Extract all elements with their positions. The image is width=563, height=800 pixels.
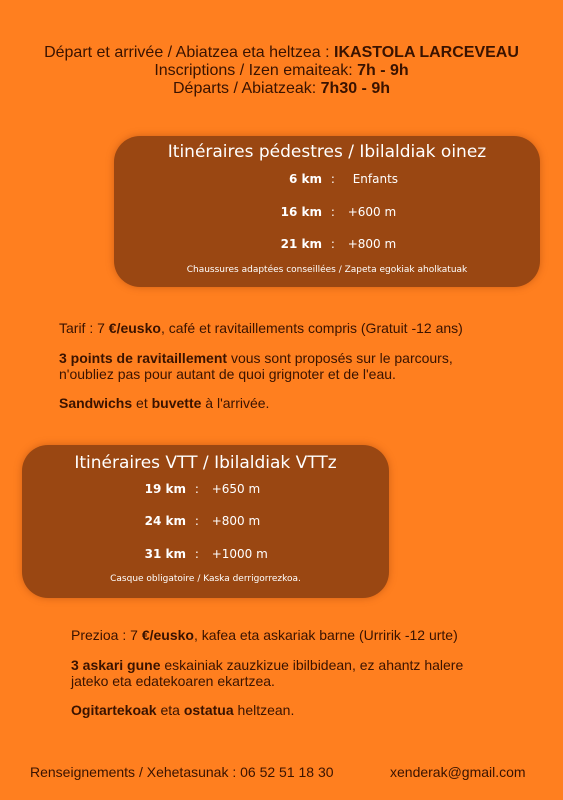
vtt-price: Prezioa : 7 €/eusko, kafea eta askariak barne (Urririk -12 urte) <box>71 627 458 643</box>
vtt-route-row: 24 km : +800 m <box>144 514 261 528</box>
walking-shoes-note: Chaussures adaptées conseillées / Zapeta egokiak aholkatuak <box>186 265 468 275</box>
walking-routes-title: Itinéraires pédestres / Ibilaldiak oinez <box>167 142 487 162</box>
event-header <box>0 44 563 98</box>
vtt-route-row: 19 km : +650 m <box>144 482 261 496</box>
vtt-arrival-food: Ogitartekoak eta ostatua heltzean. <box>71 702 295 718</box>
contact-email[interactable]: xenderak@gmail.com <box>390 764 526 780</box>
contact-phone: Renseignements / Xehetasunak : 06 52 51 18 30 <box>30 764 334 780</box>
vtt-routes-title: Itinéraires VTT / Ibilaldiak VTTz <box>74 453 337 473</box>
vtt-route-row: 31 km : +1000 m <box>144 547 268 561</box>
venue-name: IKASTOLA LARCEVEAU <box>334 44 519 61</box>
vtt-routes-box <box>22 445 389 598</box>
walking-route-row: 16 km : +600 m <box>280 205 397 219</box>
walking-arrival-food: Sandwichs et buvette à l'arrivée. <box>59 395 270 411</box>
walking-route-row: 21 km : +800 m <box>280 237 397 251</box>
departures-line: Départs / Abiatzeak: 7h30 - 9h <box>173 80 390 97</box>
walking-supply-points: 3 points de ravitaillement vous sont proposés sur le parcours, n'oubliez pas pour autant de quoi grignoter et de l'eau. <box>59 350 453 382</box>
walking-price: Tarif : 7 €/eusko, café et ravitaillements compris (Gratuit -12 ans) <box>59 320 463 336</box>
walking-route-row: 6 km : Enfants <box>288 172 399 186</box>
walking-routes-box <box>114 136 540 287</box>
vtt-helmet-note: Casque obligatoire / Kaska derrigorrezkoa. <box>110 574 301 584</box>
registration-line: Inscriptions / Izen emaiteak: 7h - 9h <box>154 62 409 79</box>
departure-hours: 7h30 - 9h <box>320 80 390 97</box>
registration-hours: 7h - 9h <box>357 62 409 79</box>
vtt-supply-points: 3 askari gune eskainiak zauzkizue ibilbidean, ez ahantz halere jateko eta edatekoaren ekartzea. <box>71 657 464 689</box>
start-finish-line: Départ et arrivée / Abiatzea eta heltzea : IKASTOLA LARCEVEAU <box>44 44 519 61</box>
